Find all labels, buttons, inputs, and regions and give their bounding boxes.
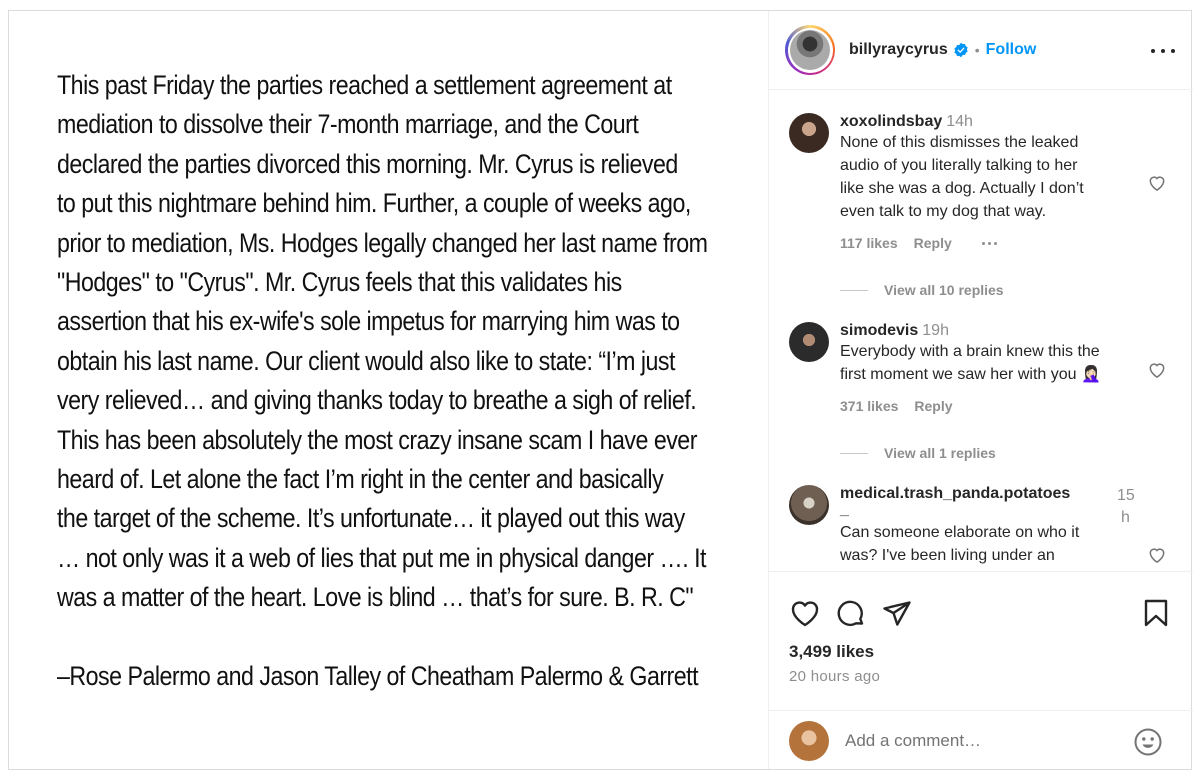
- statement-line: prior to mediation, Ms. Hodges legally changed her last name from: [57, 227, 708, 258]
- action-icons: [789, 598, 913, 630]
- comment-body: [840, 485, 1170, 567]
- comment-icon[interactable]: [835, 598, 867, 630]
- more-dot: [1151, 49, 1155, 53]
- avatar-image: [790, 30, 830, 70]
- post-timestamp[interactable]: 20 hours ago: [789, 668, 881, 685]
- commenter-avatar[interactable]: [789, 322, 829, 362]
- comment-text-line: Can someone elaborate on who it: [840, 524, 1080, 541]
- statement-line: to put this nightmare behind him. Further, a couple of weeks ago,: [57, 188, 691, 219]
- statement-line: This has been absolutely the most crazy insane scam I have ever: [57, 424, 697, 455]
- emoji-icon[interactable]: [1133, 727, 1163, 757]
- comment-username[interactable]: simodevis: [840, 322, 919, 339]
- post-header: [769, 11, 1193, 90]
- statement-line: obtain his last name. Our client would also like to state: “I’m just: [57, 345, 675, 376]
- post-container: [8, 10, 1192, 770]
- comment-time-part: 15: [1117, 487, 1135, 504]
- post-likes-count[interactable]: 3,499 likes: [789, 642, 875, 661]
- statement-text: [57, 66, 736, 696]
- current-user-avatar: [789, 721, 829, 761]
- avatar-ring-inner: [788, 28, 833, 73]
- comment-text-line: Everybody with a brain knew this the: [840, 343, 1100, 360]
- comment-text: [840, 340, 1145, 386]
- replies-line: [840, 290, 868, 291]
- commenter-avatar[interactable]: [789, 485, 829, 525]
- statement-line: very relieved… and giving thanks today to breathe a sigh of relief.: [57, 385, 697, 416]
- statement-line: assertion that his ex-wife's sole impetus for marrying him was to: [57, 306, 680, 337]
- comment-meta: [840, 235, 1145, 251]
- comment-like-heart-icon[interactable]: [1147, 545, 1167, 565]
- comment-text-line: was? I've been living under an: [840, 547, 1055, 564]
- comment-body: [840, 322, 1145, 414]
- comment-like-heart-icon[interactable]: [1147, 360, 1167, 380]
- comment-time: [1117, 485, 1135, 529]
- view-replies-button[interactable]: [840, 282, 1004, 298]
- comment-username[interactable]: xoxolindsbay: [840, 113, 943, 130]
- heart-icon[interactable]: [789, 598, 821, 630]
- comment-text: [840, 131, 1145, 223]
- share-icon[interactable]: [881, 598, 913, 630]
- comment-meta: [840, 398, 1145, 414]
- comment-text-line: first moment we saw her with you 🤦🏻‍♀️: [840, 366, 1101, 383]
- statement-line: heard of. Let alone the fact I’m right in the center and basically: [57, 464, 664, 495]
- follow-button[interactable]: Follow: [985, 41, 1037, 58]
- comment-time-part: h: [1121, 509, 1130, 526]
- post-actions: [769, 571, 1193, 769]
- comment-likes[interactable]: 371 likes: [840, 398, 899, 414]
- bookmark-icon[interactable]: [1141, 598, 1171, 628]
- comment-text-line: None of this dismisses the leaked: [840, 134, 1079, 151]
- statement-line: declared the parties divorced this morning. Mr. Cyrus is relieved: [57, 148, 678, 179]
- more-options-icon[interactable]: [1151, 41, 1175, 61]
- comments-list[interactable]: [769, 91, 1193, 571]
- verified-badge-icon: [953, 42, 969, 58]
- more-dot: [1161, 49, 1165, 53]
- comment-like-heart-icon[interactable]: [1147, 173, 1167, 193]
- comment-time: 14h: [946, 113, 973, 130]
- reply-button[interactable]: Reply: [914, 398, 953, 414]
- comment-username[interactable]: medical.trash_panda.potatoes: [840, 485, 1071, 502]
- statement-line: This past Friday the parties reached a settlement agreement at: [57, 70, 672, 100]
- comment-likes[interactable]: 117 likes: [840, 235, 898, 251]
- comment-body: [840, 113, 1145, 251]
- statement-line: mediation to dissolve their 7-month marriage, and the Court: [57, 109, 639, 140]
- author-username[interactable]: billyraycyrus: [849, 41, 948, 58]
- comment-text-line: like she was a dog. Actually I don’t: [840, 180, 1084, 197]
- comment-text-line: even talk to my dog that way.: [840, 203, 1047, 220]
- replies-line: [840, 453, 868, 454]
- statement-line: … not only was it a web of lies that put me in physical danger …. It: [57, 542, 706, 573]
- view-replies-button[interactable]: [840, 445, 996, 461]
- reply-button[interactable]: Reply: [913, 235, 952, 251]
- statement-line: was a matter of the heart. Love is blind … that’s for sure. B. R. C": [57, 582, 694, 613]
- commenter-avatar[interactable]: [789, 113, 829, 153]
- comment-time: 19h: [922, 322, 949, 339]
- comment-input[interactable]: [845, 731, 1115, 751]
- add-comment-bar: [769, 710, 1193, 770]
- statement-line: the target of the scheme. It’s unfortunate… it played out this way: [57, 503, 685, 534]
- statement-gap: [57, 618, 736, 657]
- post-side-panel: [768, 11, 1192, 769]
- view-replies-label: View all 10 replies: [884, 282, 1004, 298]
- post-image: [9, 11, 768, 769]
- statement-line: "Hodges" to "Cyrus". Mr. Cyrus feels that this validates his: [57, 267, 622, 298]
- comment-username-wrap: _: [840, 501, 849, 518]
- view-replies-label: View all 1 replies: [884, 445, 996, 461]
- comment-options-icon[interactable]: [982, 242, 997, 245]
- statement-signature: –Rose Palermo and Jason Talley of Cheatham Palermo & Garrett: [57, 661, 699, 692]
- header-separator: •: [974, 42, 980, 58]
- comment-text-line: audio of you literally talking to her: [840, 157, 1078, 174]
- author-avatar[interactable]: [785, 25, 835, 75]
- more-dot: [1171, 49, 1175, 53]
